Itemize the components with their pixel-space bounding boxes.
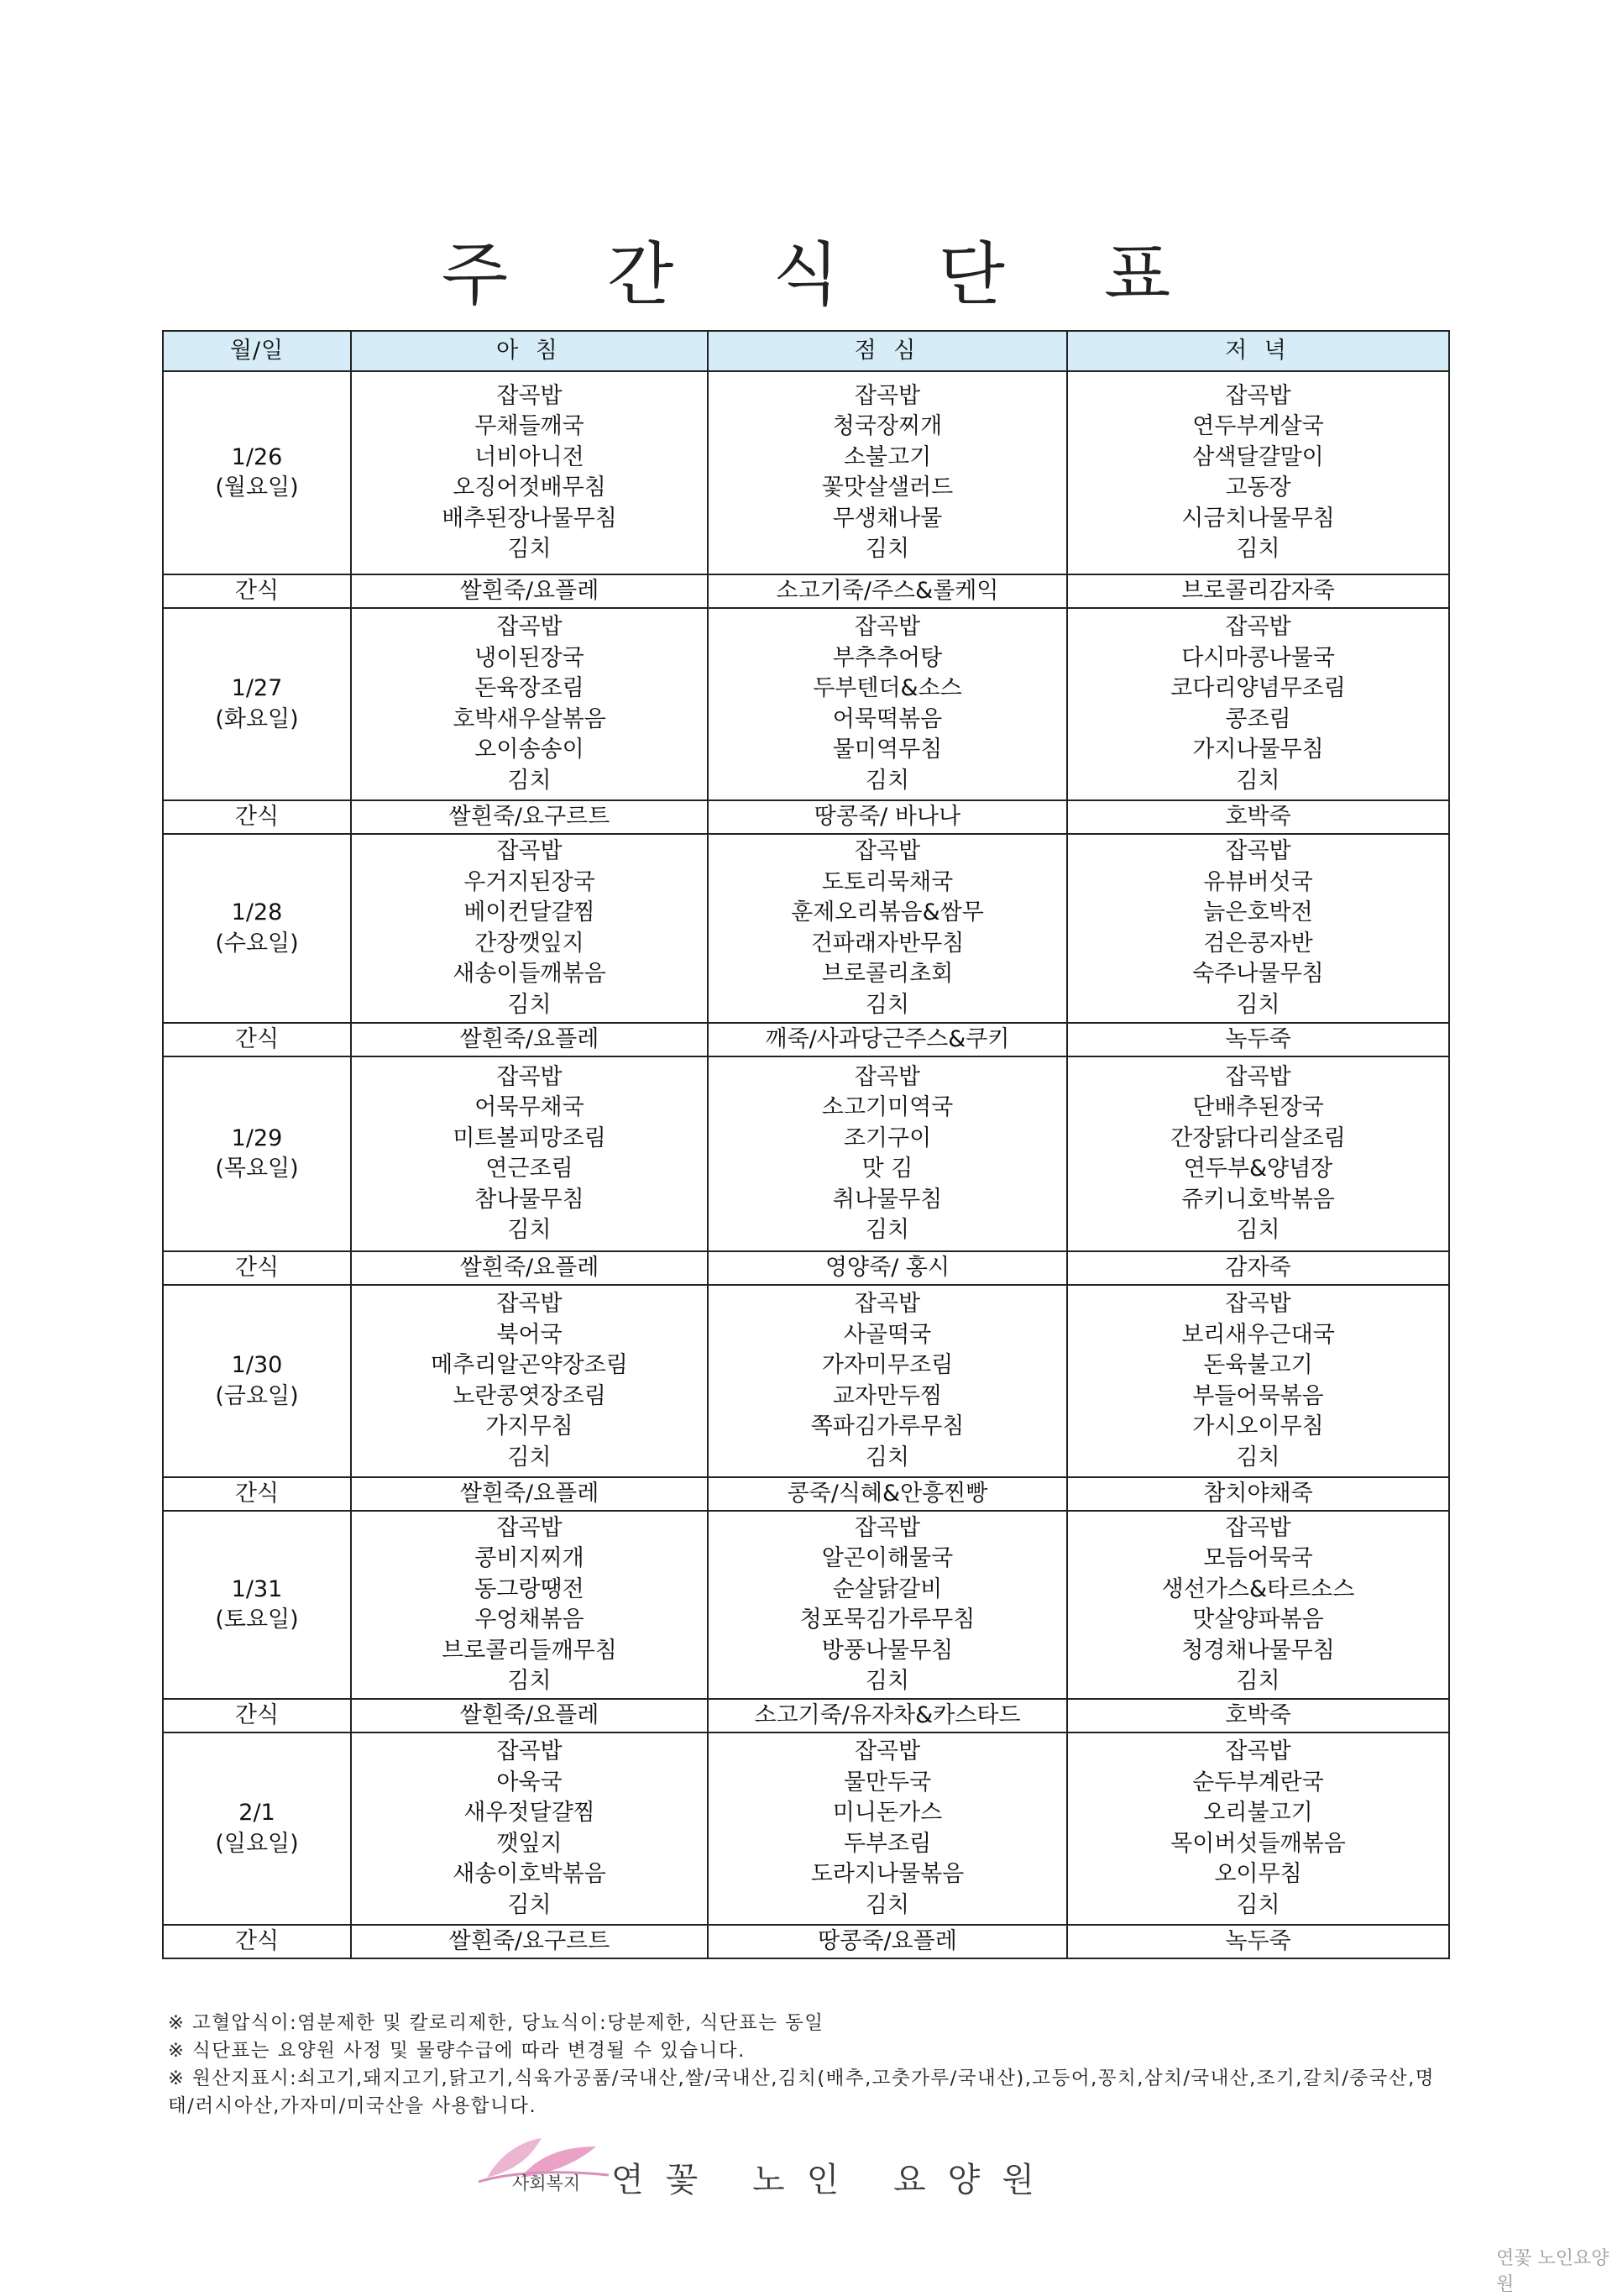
- menu-item: 숙주나물무침: [1192, 961, 1324, 987]
- snack-item: 감자죽: [1067, 1251, 1449, 1285]
- menu-item: 방풍나물무침: [821, 1637, 954, 1664]
- day-date: 1/27: [231, 675, 283, 701]
- menu-item: 오징어젓배무침: [453, 474, 606, 501]
- menu-item: 김치: [865, 767, 910, 794]
- snack-item: 참치야채죽: [1067, 1477, 1449, 1511]
- menu-item: 콩조림: [1225, 705, 1291, 732]
- menu-item: 연두부&양념장: [1183, 1156, 1333, 1182]
- menu-item: 가지나물무침: [1192, 737, 1324, 763]
- lunch-cell: [708, 1056, 1067, 1251]
- menu-item: 김치: [507, 536, 552, 562]
- menu-item: 김치: [1236, 991, 1280, 1018]
- menu-item: 잡곡밥: [1225, 838, 1291, 864]
- snack-item: 쌀흰죽/요플레: [351, 1251, 708, 1285]
- menu-item: 훈제오리볶음&쌈무: [791, 899, 984, 925]
- menu-item: 김치: [1236, 767, 1280, 794]
- snack-label: 간식: [163, 1023, 351, 1056]
- menu-item: 보리새우근대국: [1181, 1321, 1335, 1348]
- menu-item: 잡곡밥: [1225, 1514, 1291, 1541]
- table-header-row: [163, 331, 1449, 371]
- day-weekday: (월요일): [215, 474, 299, 501]
- lunch-cell: [708, 1511, 1067, 1699]
- menu-item: 메추리알곤약장조림: [431, 1352, 628, 1378]
- menu-item: 김치: [1236, 1444, 1280, 1470]
- snack-item: 땅콩죽/ 바나나: [708, 800, 1067, 834]
- menu-item: 잡곡밥: [496, 1738, 563, 1764]
- menu-item: 사골떡국: [843, 1321, 932, 1348]
- menu-item: 잡곡밥: [854, 1738, 921, 1764]
- menu-body: [163, 371, 1449, 1958]
- snack-label: 간식: [163, 1699, 351, 1732]
- snack-label: 간식: [163, 800, 351, 834]
- day-cell: [163, 834, 351, 1023]
- menu-item: 노란콩엿장조림: [453, 1382, 606, 1409]
- lunch-cell: [708, 834, 1067, 1023]
- menu-item: 돈육장조림: [474, 675, 584, 701]
- dinner-cell: [1067, 1285, 1449, 1477]
- header-lunch: 점 심: [708, 331, 1067, 371]
- snack-item: 녹두죽: [1067, 1023, 1449, 1056]
- menu-item: 물미역무침: [832, 737, 943, 763]
- menu-item: 새송이호박볶음: [453, 1861, 606, 1887]
- snack-item: 브로콜리감자죽: [1067, 574, 1449, 608]
- snack-item: 영양죽/ 홍시: [708, 1251, 1067, 1285]
- menu-item: 참나물무침: [474, 1186, 584, 1213]
- page-title: 주 간 식 단 표: [441, 235, 1210, 315]
- menu-item: 배추된장나물무침: [442, 505, 617, 532]
- breakfast-cell: [351, 371, 708, 574]
- snack-row: [163, 1251, 1449, 1285]
- note-1: ※ 고혈압식이:염분제한 및 칼로리제한, 당뇨식이:당분제한, 식단표는 동일: [168, 2012, 824, 2034]
- menu-item: 어묵떡볶음: [832, 705, 943, 732]
- day-cell: [163, 1056, 351, 1251]
- day-weekday: (수요일): [215, 930, 299, 957]
- day-cell: [163, 1285, 351, 1477]
- snack-item: 콩죽/식혜&안흥찐빵: [708, 1477, 1067, 1511]
- breakfast-cell: [351, 1511, 708, 1699]
- menu-item: 순두부계란국: [1192, 1769, 1324, 1795]
- menu-item: 청국장찌개: [832, 413, 943, 439]
- menu-item: 어묵무채국: [474, 1094, 584, 1120]
- dinner-cell: [1067, 1056, 1449, 1251]
- snack-row: [163, 574, 1449, 608]
- snack-row: [163, 1023, 1449, 1056]
- menu-item: 미트볼피망조림: [453, 1124, 606, 1151]
- menu-item: 물만두국: [843, 1769, 932, 1795]
- menu-item: 잡곡밥: [1225, 1291, 1291, 1317]
- menu-item: 두부조림: [843, 1830, 932, 1857]
- note-2: ※ 식단표는 요양원 사정 및 물량수급에 따라 변경될 수 있습니다.: [168, 2040, 746, 2062]
- menu-item: 호박새우살볶음: [453, 705, 606, 732]
- menu-item: 오이송송이: [474, 737, 584, 763]
- snack-item: 쌀흰죽/요구르트: [351, 800, 708, 834]
- header-dinner: 저 녁: [1067, 331, 1449, 371]
- menu-item: 가시오이무침: [1192, 1413, 1324, 1439]
- menu-item: 늙은호박전: [1203, 899, 1313, 925]
- weekly-menu-table: [162, 330, 1450, 1959]
- menu-item: 검은콩자반: [1203, 930, 1313, 957]
- menu-item: 오이무침: [1214, 1861, 1302, 1887]
- menu-item: 시금치나물무침: [1181, 505, 1335, 532]
- menu-item: 김치: [1236, 1891, 1280, 1918]
- menu-item: 잡곡밥: [1225, 1063, 1291, 1090]
- menu-item: 간장깻잎지: [474, 930, 584, 957]
- day-weekday: (목요일): [215, 1156, 299, 1182]
- menu-item: 브로콜리초회: [821, 961, 954, 987]
- menu-item: 소불고기: [843, 443, 932, 470]
- snack-item: 녹두죽: [1067, 1925, 1449, 1958]
- day-row: [163, 1285, 1449, 1477]
- menu-item: 두부텐더&소스: [813, 675, 962, 701]
- menu-item: 콩비지찌개: [474, 1545, 584, 1571]
- menu-item: 쪽파김가루무침: [810, 1413, 965, 1439]
- breakfast-cell: [351, 834, 708, 1023]
- menu-item: 김치: [865, 1444, 910, 1470]
- menu-item: 부들어묵볶음: [1192, 1382, 1324, 1409]
- menu-item: 교자만두찜: [832, 1382, 943, 1409]
- menu-item: 잡곡밥: [854, 1291, 921, 1317]
- breakfast-cell: [351, 1285, 708, 1477]
- menu-item: 김치: [507, 1668, 552, 1694]
- day-weekday: (토요일): [215, 1607, 299, 1633]
- day-row: [163, 1511, 1449, 1699]
- day-row: [163, 371, 1449, 574]
- menu-item: 새우젓달걀찜: [463, 1800, 595, 1826]
- day-cell: [163, 608, 351, 800]
- snack-row: [163, 1477, 1449, 1511]
- menu-item: 잡곡밥: [1225, 614, 1291, 640]
- snack-item: 쌀흰죽/요플레: [351, 1699, 708, 1732]
- menu-item: 목이버섯들깨볶음: [1170, 1830, 1346, 1857]
- menu-item: 김치: [1236, 1668, 1280, 1694]
- snack-item: 쌀흰죽/요플레: [351, 574, 708, 608]
- menu-item: 김치: [507, 991, 552, 1018]
- menu-item: 잡곡밥: [854, 1514, 921, 1541]
- lunch-cell: [708, 608, 1067, 800]
- notes: [168, 2010, 1444, 2120]
- menu-item: 돈육불고기: [1203, 1352, 1313, 1378]
- menu-item: 쥬키니호박볶음: [1181, 1186, 1335, 1213]
- day-date: 1/30: [231, 1352, 283, 1378]
- note-3: ※ 원산지표시:쇠고기,돼지고기,닭고기,식육가공품/국내산,쌀/국내산,김치(배추,고춧가루/국내산),고등어,꽁치,삼치/국내산,조기,갈치/중국산,명태/러시아산,가자미/미국산을 사용합니다.: [168, 2068, 1436, 2117]
- menu-item: 깻잎지: [496, 1830, 563, 1857]
- menu-item: 김치: [865, 1668, 910, 1694]
- snack-item: 쌀흰죽/요플레: [351, 1023, 708, 1056]
- day-cell: [163, 371, 351, 574]
- menu-item: 김치: [1236, 1217, 1280, 1243]
- menu-item: 김치: [865, 536, 910, 562]
- menu-item: 생선가스&타르소스: [1161, 1575, 1355, 1602]
- snack-item: 깨죽/사과당근주스&쿠키: [708, 1023, 1067, 1056]
- menu-item: 베이컨달걀찜: [463, 899, 595, 925]
- snack-row: [163, 1925, 1449, 1958]
- menu-item: 맛살양파볶음: [1192, 1607, 1324, 1633]
- menu-item: 조기구이: [843, 1124, 932, 1151]
- menu-item: 잡곡밥: [496, 614, 563, 640]
- corner-watermark: 연꽃 노인요양원: [1496, 2248, 1609, 2295]
- menu-item: 연두부게살국: [1192, 413, 1324, 439]
- menu-item: 유뷰버섯국: [1203, 868, 1313, 895]
- menu-item: 도토리묵채국: [821, 868, 954, 895]
- snack-label: 간식: [163, 1251, 351, 1285]
- menu-item: 김치: [507, 1217, 552, 1243]
- menu-item: 잡곡밥: [1225, 382, 1291, 409]
- footer-logo: [470, 2131, 1075, 2207]
- day-cell: [163, 1732, 351, 1925]
- menu-item: 냉이된장국: [474, 644, 584, 671]
- menu-item: 잡곡밥: [854, 838, 921, 864]
- day-row: [163, 1056, 1449, 1251]
- day-row: [163, 608, 1449, 800]
- menu-item: 무채들깨국: [474, 413, 584, 439]
- snack-label: 간식: [163, 1477, 351, 1511]
- breakfast-cell: [351, 608, 708, 800]
- menu-item: 김치: [507, 1891, 552, 1918]
- menu-item: 잡곡밥: [854, 382, 921, 409]
- menu-item: 연근조림: [485, 1156, 573, 1182]
- menu-item: 삼색달걀말이: [1192, 443, 1324, 470]
- menu-item: 김치: [865, 991, 910, 1018]
- menu-item: 고동장: [1225, 474, 1291, 501]
- snack-item: 쌀흰죽/요플레: [351, 1477, 708, 1511]
- menu-item: 도라지나물볶음: [810, 1861, 965, 1887]
- header-day: 월/일: [163, 331, 351, 371]
- menu-item: 잡곡밥: [854, 614, 921, 640]
- menu-item: 단배추된장국: [1192, 1094, 1324, 1120]
- snack-label: 간식: [163, 1925, 351, 1958]
- menu-item: 모듬어묵국: [1203, 1545, 1313, 1571]
- menu-item: 잡곡밥: [496, 382, 563, 409]
- menu-item: 부추추어탕: [832, 644, 943, 671]
- snack-item: 호박죽: [1067, 1699, 1449, 1732]
- menu-item: 잡곡밥: [496, 1514, 563, 1541]
- snack-item: 쌀흰죽/요구르트: [351, 1925, 708, 1958]
- menu-item: 다시마콩나물국: [1181, 644, 1335, 671]
- day-date: 1/31: [231, 1575, 283, 1602]
- day-cell: [163, 1511, 351, 1699]
- menu-item: 코다리양념무조림: [1170, 675, 1346, 701]
- menu-item: 잡곡밥: [496, 1063, 563, 1090]
- day-date: 1/29: [231, 1124, 283, 1151]
- menu-item: 잡곡밥: [496, 838, 563, 864]
- day-weekday: (일요일): [215, 1830, 299, 1857]
- menu-item: 브로콜리들깨무침: [442, 1637, 617, 1664]
- snack-item: 땅콩죽/요플레: [708, 1925, 1067, 1958]
- snack-row: [163, 800, 1449, 834]
- breakfast-cell: [351, 1732, 708, 1925]
- breakfast-cell: [351, 1056, 708, 1251]
- menu-item: 꽃맛살샐러드: [821, 474, 954, 501]
- menu-item: 소고기미역국: [821, 1094, 954, 1120]
- day-row: [163, 834, 1449, 1023]
- lunch-cell: [708, 1732, 1067, 1925]
- dinner-cell: [1067, 834, 1449, 1023]
- menu-item: 가자미무조림: [821, 1352, 954, 1378]
- menu-item: 김치: [865, 1891, 910, 1918]
- dinner-cell: [1067, 608, 1449, 800]
- menu-item: 김치: [507, 767, 552, 794]
- menu-item: 청포묵김가루무침: [799, 1607, 976, 1633]
- menu-item: 김치: [507, 1444, 552, 1470]
- menu-item: 가지무침: [485, 1413, 573, 1439]
- snack-item: 호박죽: [1067, 800, 1449, 834]
- day-weekday: (금요일): [215, 1382, 299, 1409]
- menu-item: 오리불고기: [1203, 1800, 1313, 1826]
- menu-item: 아욱국: [496, 1769, 563, 1795]
- snack-item: 소고기죽/유자차&카스타드: [708, 1699, 1067, 1732]
- day-date: 2/1: [238, 1800, 275, 1826]
- menu-item: 잡곡밥: [1225, 1738, 1291, 1764]
- menu-item: 건파래자반무침: [810, 930, 965, 957]
- menu-item: 알곤이해물국: [821, 1545, 954, 1571]
- snack-label: 간식: [163, 574, 351, 608]
- menu-item: 김치: [865, 1217, 910, 1243]
- menu-item: 청경채나물무침: [1181, 1637, 1335, 1664]
- day-date: 1/26: [231, 443, 283, 470]
- menu-item: 잡곡밥: [854, 1063, 921, 1090]
- menu-item: 취나물무침: [832, 1186, 943, 1213]
- menu-item: 맛 김: [861, 1156, 913, 1182]
- menu-item: 김치: [1236, 536, 1280, 562]
- menu-item: 새송이들깨볶음: [453, 961, 606, 987]
- org-name: 연꽃 노인 요양원: [611, 2161, 1056, 2199]
- menu-item: 간장닭다리살조림: [1170, 1124, 1346, 1151]
- dinner-cell: [1067, 1511, 1449, 1699]
- menu-item: 우거지된장국: [463, 868, 595, 895]
- dinner-cell: [1067, 371, 1449, 574]
- menu-item: 북어국: [496, 1321, 563, 1348]
- header-breakfast: 아 침: [351, 331, 708, 371]
- lunch-cell: [708, 371, 1067, 574]
- menu-item: 동그랑땡전: [474, 1575, 584, 1602]
- snack-item: 소고기죽/주스&롤케익: [708, 574, 1067, 608]
- menu-item: 우엉채볶음: [474, 1607, 584, 1633]
- dinner-cell: [1067, 1732, 1449, 1925]
- day-date: 1/28: [231, 899, 283, 925]
- menu-item: 순살닭갈비: [832, 1575, 943, 1602]
- lunch-cell: [708, 1285, 1067, 1477]
- menu-item: 너비아니전: [474, 443, 584, 470]
- org-type: 사회복지: [512, 2173, 581, 2194]
- day-weekday: (화요일): [215, 705, 299, 732]
- snack-row: [163, 1699, 1449, 1732]
- menu-item: 잡곡밥: [496, 1291, 563, 1317]
- menu-item: 무생채나물: [832, 505, 943, 532]
- menu-item: 미니돈가스: [832, 1800, 943, 1826]
- day-row: [163, 1732, 1449, 1925]
